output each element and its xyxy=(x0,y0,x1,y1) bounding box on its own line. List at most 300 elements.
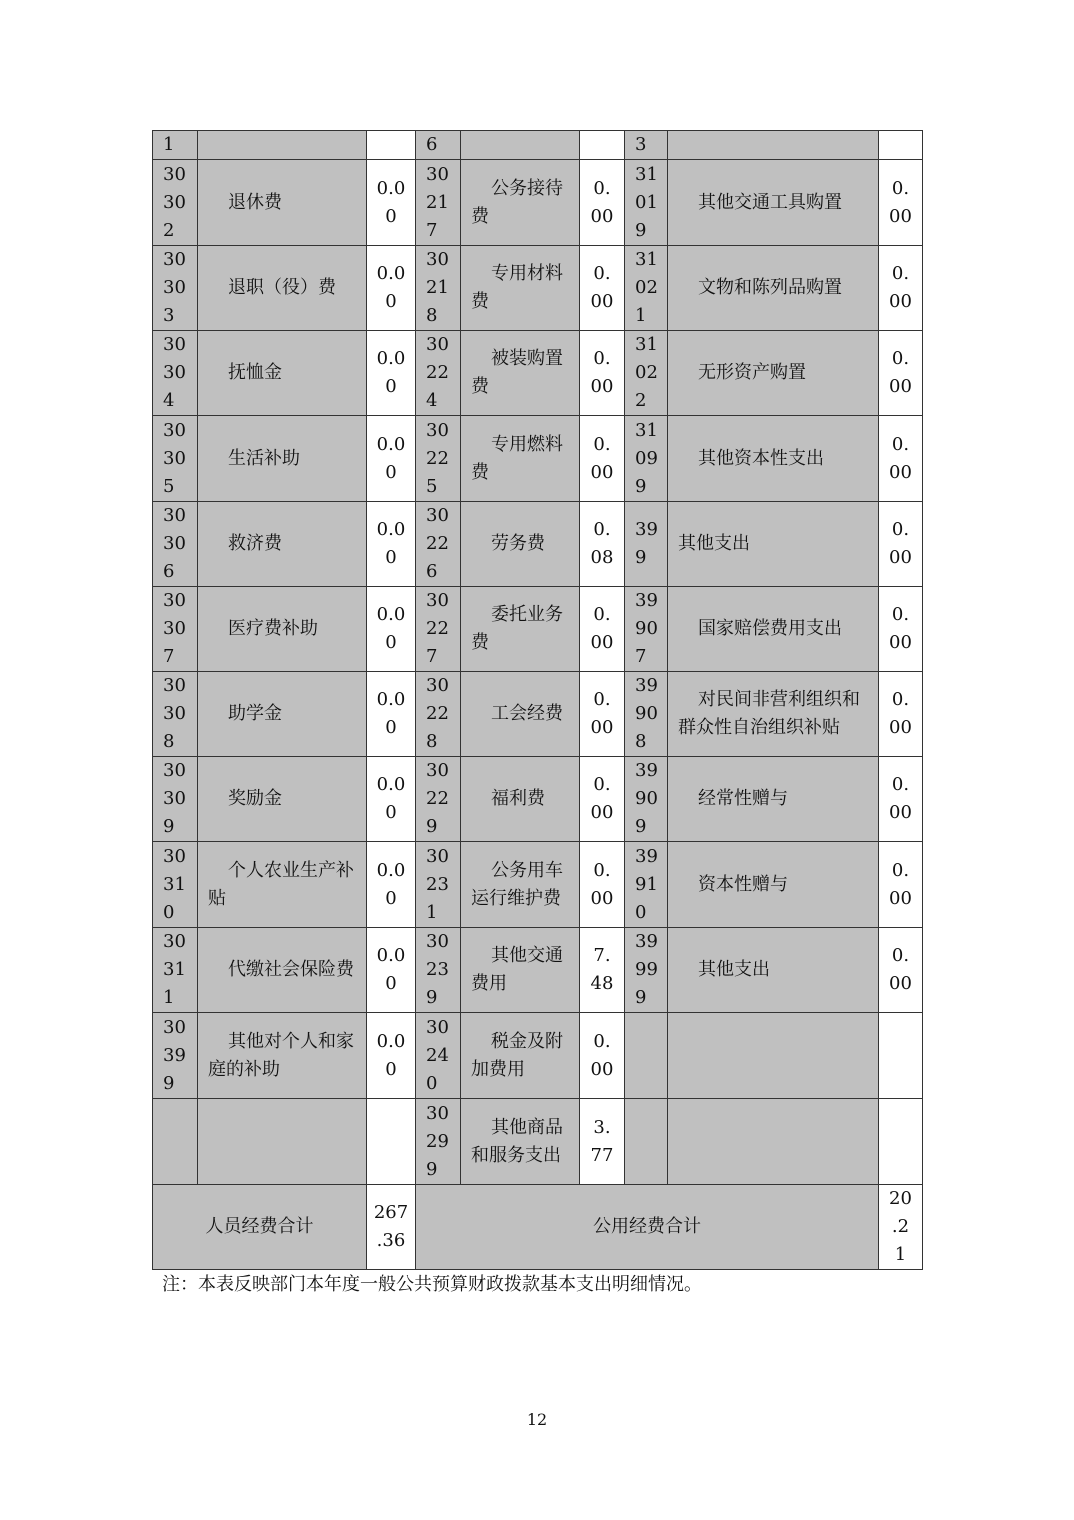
code-line: 30 xyxy=(426,675,449,696)
item-name: 资本性赠与 xyxy=(698,873,788,895)
item-name-cell xyxy=(198,1099,367,1185)
code-cell xyxy=(153,416,198,502)
code-cell xyxy=(153,672,198,757)
code-cell xyxy=(416,928,461,1013)
code-line: 30 xyxy=(163,419,186,441)
amount-line: 0 xyxy=(385,802,397,823)
item-name-cell xyxy=(198,160,367,246)
amount-cell xyxy=(367,1013,416,1099)
code-line: 8 xyxy=(426,305,438,326)
amount-line: 0. xyxy=(593,177,611,199)
item-name: 专用材料费 xyxy=(471,263,563,312)
code-line: 30 xyxy=(163,447,186,469)
code-line: 9 xyxy=(635,987,647,1008)
code-line: 9 xyxy=(635,219,647,241)
amount-line: 00 xyxy=(889,547,912,568)
amount-line: 00 xyxy=(889,802,912,823)
amount-line: 0. xyxy=(891,945,910,966)
item-name: 个人农业生产补贴 xyxy=(208,859,354,909)
amount-line: 0 xyxy=(385,973,397,994)
amount-line: 20 xyxy=(889,1188,912,1209)
item-name: 无形资产购置 xyxy=(698,362,806,383)
code-line: 30 xyxy=(426,590,449,611)
amount-cell xyxy=(367,502,416,587)
expenditure-detail-table xyxy=(152,130,923,1270)
amount-cell xyxy=(580,1013,625,1099)
code-line: 30 xyxy=(163,191,186,213)
amount-line: 0. xyxy=(891,177,910,199)
amount-line: 0. xyxy=(891,348,910,369)
code-line: 0 xyxy=(635,901,647,923)
item-name-cell xyxy=(461,928,580,1013)
amount-line: 0. xyxy=(891,519,910,540)
code-line: 9 xyxy=(163,816,175,837)
amount-cell xyxy=(580,928,625,1013)
public-total-label: 公用经费合计 xyxy=(416,1185,879,1270)
amount-line: 08 xyxy=(590,547,614,568)
code-line: 21 xyxy=(426,277,449,298)
code-cell xyxy=(153,1099,198,1185)
table-row xyxy=(153,502,923,587)
amount-line: 0 xyxy=(385,461,397,483)
amount-line: 00 xyxy=(889,717,912,738)
code-line: 30 xyxy=(163,845,186,867)
item-name: 退职（役）费 xyxy=(228,277,336,298)
amount-cell xyxy=(367,1099,416,1185)
public-total-value xyxy=(879,1185,923,1270)
amount-cell xyxy=(367,757,416,842)
code-cell xyxy=(416,1013,461,1099)
item-name: 退休费 xyxy=(228,191,282,213)
code-line: 22 xyxy=(426,788,449,809)
code-line: 30 xyxy=(426,931,449,952)
item-name: 国家赔偿费用支出 xyxy=(698,618,842,639)
table-row xyxy=(153,1013,923,1099)
item-name-cell xyxy=(198,672,367,757)
table-row xyxy=(153,1099,923,1185)
code-line: 0 xyxy=(163,901,175,923)
code-line: 09 xyxy=(635,447,658,469)
amount-cell xyxy=(367,672,416,757)
code-cell xyxy=(416,331,461,416)
amount-line: 00 xyxy=(889,973,912,994)
amount-line: 0. xyxy=(593,519,611,540)
code-line: 22 xyxy=(426,447,449,469)
item-name: 抚恤金 xyxy=(228,362,282,383)
amount-line: 77 xyxy=(590,1144,614,1166)
item-name-cell xyxy=(668,160,879,246)
item-name: 其他支出 xyxy=(698,959,770,980)
code-line: 31 xyxy=(163,959,186,980)
personnel-total-label: 人员经费合计 xyxy=(153,1185,367,1270)
code-line: 4 xyxy=(426,390,438,411)
amount-cell xyxy=(580,757,625,842)
code-line: 8 xyxy=(635,731,647,752)
amount-line: .36 xyxy=(376,1230,406,1251)
code-line: 30 xyxy=(426,760,449,781)
code-line: 91 xyxy=(635,873,658,895)
amount-cell xyxy=(580,160,625,246)
amount-line: 0 xyxy=(385,717,397,738)
amount-line: 0.0 xyxy=(376,177,406,199)
amount-line: 0 xyxy=(385,291,397,312)
item-name: 劳务费 xyxy=(491,533,545,554)
code-line: 30 xyxy=(163,533,186,554)
item-name-cell xyxy=(668,1099,879,1185)
amount-line: 0.0 xyxy=(376,519,406,540)
code-line: 6 xyxy=(426,561,438,582)
code-line: 1 xyxy=(163,987,175,1008)
item-name-cell xyxy=(461,1013,580,1099)
code-line: 31 xyxy=(635,249,658,270)
code-line: 30 xyxy=(163,931,186,952)
amount-cell xyxy=(879,587,923,672)
amount-line: 0 xyxy=(385,205,397,227)
item-name: 助学金 xyxy=(228,703,282,724)
amount-cell xyxy=(367,331,416,416)
item-name-cell xyxy=(668,757,879,842)
code-cell xyxy=(153,757,198,842)
code-line: 99 xyxy=(635,959,658,980)
amount-line: 00 xyxy=(590,632,614,653)
code-line: 30 xyxy=(163,334,186,355)
amount-line: 0. xyxy=(593,433,611,455)
code-cell xyxy=(625,331,668,416)
table-note: 注：本表反映部门本年度一般公共预算财政拨款基本支出明细情况。 xyxy=(162,1274,702,1295)
code-line: 30 xyxy=(163,277,186,298)
code-line: 30 xyxy=(163,703,186,724)
code-cell xyxy=(153,502,198,587)
amount-cell xyxy=(879,1099,923,1185)
code-line: 22 xyxy=(426,362,449,383)
amount-cell xyxy=(580,502,625,587)
item-name-cell xyxy=(668,416,879,502)
code-line: 39 xyxy=(635,845,658,867)
totals-row xyxy=(153,1185,923,1270)
code-cell xyxy=(625,587,668,672)
code-line: 22 xyxy=(426,618,449,639)
code-cell xyxy=(153,331,198,416)
code-cell xyxy=(416,160,461,246)
code-line: 5 xyxy=(163,475,175,497)
personnel-total-value xyxy=(367,1185,416,1270)
item-name-cell xyxy=(461,160,580,246)
amount-line: 0. xyxy=(593,774,611,795)
item-name-cell xyxy=(461,842,580,928)
code-cell xyxy=(153,587,198,672)
amount-line: 0.0 xyxy=(376,433,406,455)
code-line: 2 xyxy=(635,390,647,411)
item-name-cell xyxy=(198,842,367,928)
code-line: 24 xyxy=(426,1044,449,1066)
amount-cell xyxy=(367,246,416,331)
code-cell xyxy=(416,416,461,502)
code-line: 90 xyxy=(635,703,658,724)
amount-cell xyxy=(879,928,923,1013)
code-cell xyxy=(625,1013,668,1099)
code-cell: 1 xyxy=(153,131,198,160)
table-row xyxy=(153,928,923,1013)
item-name-cell xyxy=(668,502,879,587)
amount-cell xyxy=(367,587,416,672)
item-name: 公务用车运行维护费 xyxy=(471,859,563,909)
code-line: 30 xyxy=(163,249,186,270)
item-name-cell xyxy=(668,587,879,672)
item-name-cell xyxy=(461,1099,580,1185)
code-cell xyxy=(625,1099,668,1185)
amount-line: 48 xyxy=(590,973,614,994)
amount-line: 0. xyxy=(891,604,910,625)
amount-line: 0 xyxy=(385,887,397,909)
amount-line: 0. xyxy=(593,689,611,710)
amount-line: 00 xyxy=(889,291,912,312)
item-name-cell xyxy=(198,757,367,842)
table-row xyxy=(153,416,923,502)
code-line: 30 xyxy=(163,362,186,383)
code-line: 9 xyxy=(635,816,647,837)
item-name-cell xyxy=(198,1013,367,1099)
code-line: 02 xyxy=(635,277,658,298)
item-name: 救济费 xyxy=(228,533,282,554)
code-line: 30 xyxy=(426,845,449,867)
item-name: 其他支出 xyxy=(678,533,750,554)
item-name: 税金及附加费用 xyxy=(471,1030,563,1080)
code-cell xyxy=(416,587,461,672)
item-name: 其他交通费用 xyxy=(471,945,563,994)
code-line: 3 xyxy=(163,305,175,326)
code-line: 9 xyxy=(426,1158,438,1180)
item-name: 福利费 xyxy=(491,788,545,809)
code-line: 23 xyxy=(426,959,449,980)
amount-cell xyxy=(580,246,625,331)
item-name: 文物和陈列品购置 xyxy=(698,277,842,298)
amount-line: 0 xyxy=(385,376,397,397)
amount-cell xyxy=(879,416,923,502)
table-row xyxy=(153,587,923,672)
code-line: 90 xyxy=(635,788,658,809)
amount-line: .2 xyxy=(891,1216,910,1237)
amount-cell xyxy=(367,416,416,502)
code-line: 30 xyxy=(163,760,186,781)
table-row xyxy=(153,331,923,416)
code-line: 39 xyxy=(635,590,658,611)
code-cell xyxy=(153,1013,198,1099)
code-line: 9 xyxy=(163,1072,175,1094)
code-line: 9 xyxy=(426,987,438,1008)
table-row xyxy=(153,757,923,842)
code-cell xyxy=(416,672,461,757)
amount-line: 00 xyxy=(889,376,912,397)
code-cell xyxy=(153,928,198,1013)
code-line: 90 xyxy=(635,618,658,639)
amount-cell xyxy=(879,842,923,928)
item-name: 委托业务费 xyxy=(471,604,563,653)
amount-line: 0. xyxy=(891,263,910,284)
amount-line: 0.0 xyxy=(376,859,406,881)
amount-cell xyxy=(879,246,923,331)
amount-line: 0.0 xyxy=(376,689,406,710)
code-line: 0 xyxy=(426,1072,438,1094)
amount-line: 0. xyxy=(593,1030,611,1052)
amount-line: 00 xyxy=(590,461,614,483)
code-line: 31 xyxy=(635,419,658,441)
amount-line: 00 xyxy=(889,632,912,653)
amount-cell xyxy=(367,842,416,928)
amount-line: 0.0 xyxy=(376,263,406,284)
code-cell xyxy=(416,842,461,928)
code-line: 7 xyxy=(163,646,175,667)
code-line: 39 xyxy=(635,931,658,952)
item-name-cell xyxy=(668,331,879,416)
item-name-cell xyxy=(198,416,367,502)
code-line: 9 xyxy=(635,547,647,568)
item-name-cell xyxy=(668,842,879,928)
amount-line: 0. xyxy=(593,263,611,284)
item-name: 其他商品和服务支出 xyxy=(471,1116,563,1166)
item-name-cell xyxy=(461,757,580,842)
code-line: 30 xyxy=(426,505,449,526)
amount-line: 00 xyxy=(590,802,614,823)
amount-line: 0. xyxy=(891,689,910,710)
item-name: 公务接待费 xyxy=(471,177,563,227)
code-line: 30 xyxy=(426,1102,449,1124)
amount-line: 267 xyxy=(373,1202,409,1223)
item-name-cell xyxy=(198,928,367,1013)
code-line: 22 xyxy=(426,533,449,554)
amount-cell xyxy=(580,1099,625,1185)
code-line: 6 xyxy=(163,561,175,582)
amount-cell xyxy=(580,416,625,502)
amount-cell xyxy=(580,842,625,928)
code-line: 22 xyxy=(426,703,449,724)
amount-cell xyxy=(580,672,625,757)
code-cell xyxy=(416,246,461,331)
amount-cell xyxy=(367,928,416,1013)
code-line: 30 xyxy=(163,590,186,611)
item-name: 对民间非营利组织和群众性自治组织补贴 xyxy=(678,689,860,738)
code-line: 7 xyxy=(426,219,438,241)
amount-line: 7. xyxy=(593,945,611,966)
item-name: 工会经费 xyxy=(491,703,563,724)
code-line: 2 xyxy=(163,219,175,241)
amount-line: 3. xyxy=(593,1116,611,1138)
item-name-cell xyxy=(198,246,367,331)
code-line: 30 xyxy=(163,505,186,526)
amount-line: 0. xyxy=(593,859,611,881)
code-line: 02 xyxy=(635,362,658,383)
code-cell xyxy=(416,1099,461,1185)
code-line: 1 xyxy=(635,305,647,326)
code-cell xyxy=(153,160,198,246)
amount-cell xyxy=(580,587,625,672)
amount-line: 00 xyxy=(590,291,614,312)
code-cell xyxy=(625,842,668,928)
code-line: 30 xyxy=(426,1016,449,1038)
code-cell: 6 xyxy=(416,131,461,160)
item-name-cell xyxy=(668,928,879,1013)
table-row xyxy=(153,672,923,757)
code-line: 21 xyxy=(426,191,449,213)
code-line: 7 xyxy=(426,646,438,667)
item-name-cell xyxy=(461,246,580,331)
code-line: 9 xyxy=(426,816,438,837)
code-line: 31 xyxy=(163,873,186,895)
table-row xyxy=(153,160,923,246)
code-line: 23 xyxy=(426,873,449,895)
item-name: 其他交通工具购置 xyxy=(698,191,842,213)
item-name-cell xyxy=(461,502,580,587)
item-name-cell xyxy=(461,331,580,416)
code-line: 39 xyxy=(163,1044,186,1066)
amount-line: 0.0 xyxy=(376,348,406,369)
code-cell xyxy=(625,928,668,1013)
table-row xyxy=(153,842,923,928)
code-line: 5 xyxy=(426,475,438,497)
code-line: 29 xyxy=(426,1130,449,1152)
item-name-cell xyxy=(461,416,580,502)
amount-line: 0.0 xyxy=(376,945,406,966)
code-line: 8 xyxy=(163,731,175,752)
amount-line: 1 xyxy=(894,1244,907,1265)
item-name: 专用燃料费 xyxy=(471,433,563,483)
code-cell xyxy=(625,246,668,331)
amount-line: 0. xyxy=(593,604,611,625)
code-line: 7 xyxy=(635,646,647,667)
code-line: 39 xyxy=(635,675,658,696)
code-line: 30 xyxy=(163,788,186,809)
amount-line: 00 xyxy=(590,205,614,227)
amount-cell xyxy=(879,502,923,587)
item-name-cell xyxy=(668,246,879,331)
amount-cell xyxy=(580,331,625,416)
amount-line: 00 xyxy=(889,887,912,909)
code-line: 30 xyxy=(163,618,186,639)
item-name: 奖励金 xyxy=(228,788,282,809)
table-row xyxy=(153,246,923,331)
amount-line: 00 xyxy=(889,461,912,483)
code-line: 39 xyxy=(635,519,658,540)
item-name-cell xyxy=(461,587,580,672)
code-line: 01 xyxy=(635,191,658,213)
item-name: 被装购置费 xyxy=(471,348,563,397)
code-cell xyxy=(625,160,668,246)
amount-line: 00 xyxy=(590,376,614,397)
code-cell xyxy=(153,246,198,331)
amount-line: 0 xyxy=(385,632,397,653)
item-name: 其他资本性支出 xyxy=(698,447,824,469)
amount-line: 00 xyxy=(590,1058,614,1080)
amount-line: 00 xyxy=(590,887,614,909)
amount-line: 0 xyxy=(385,1058,397,1080)
amount-line: 0. xyxy=(891,859,910,881)
code-cell xyxy=(625,672,668,757)
code-line: 30 xyxy=(426,334,449,355)
item-name: 医疗费补助 xyxy=(228,618,318,639)
table-row-top xyxy=(153,131,923,160)
code-cell: 3 xyxy=(625,131,668,160)
code-line: 1 xyxy=(426,901,438,923)
amount-cell xyxy=(879,331,923,416)
amount-line: 00 xyxy=(889,205,912,227)
page-number: 12 xyxy=(526,1410,548,1429)
amount-line: 0.0 xyxy=(376,774,406,795)
amount-line: 0 xyxy=(385,547,397,568)
code-line: 30 xyxy=(163,163,186,185)
code-line: 30 xyxy=(163,1016,186,1038)
code-cell xyxy=(416,757,461,842)
code-cell xyxy=(625,502,668,587)
item-name-cell xyxy=(198,502,367,587)
